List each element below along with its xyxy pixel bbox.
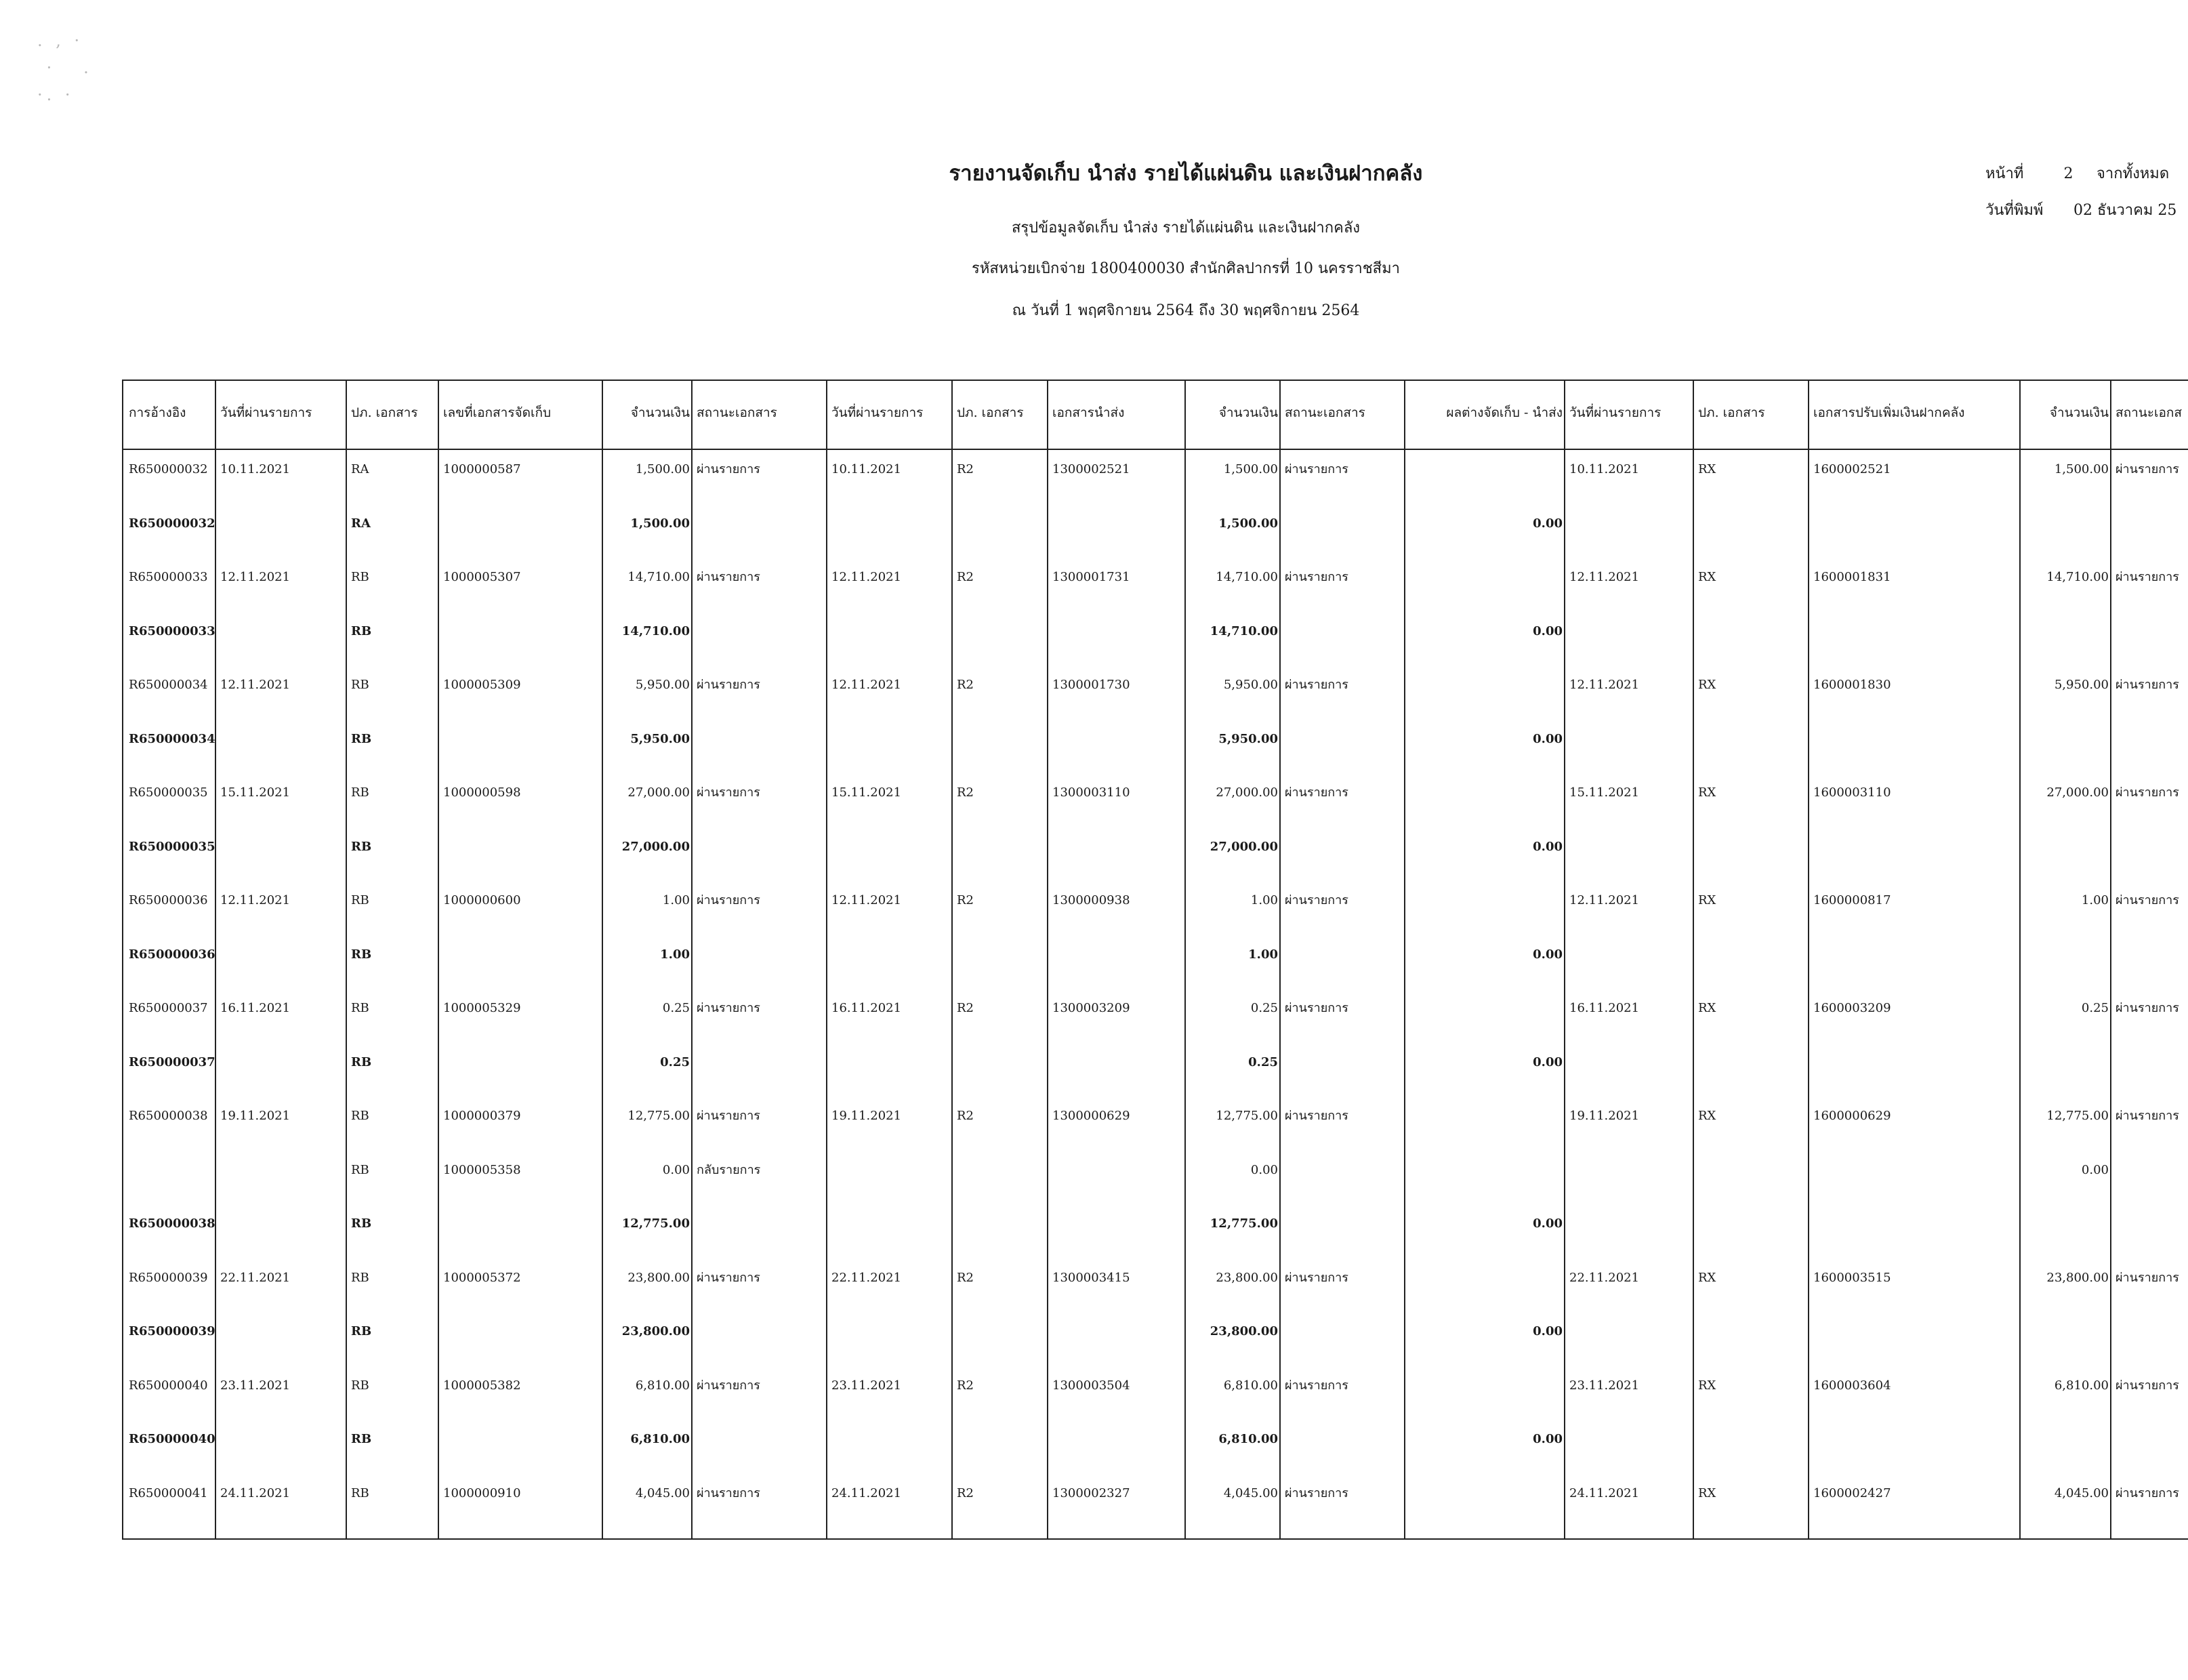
table-cell-date3: 10.11.2021 [1569, 462, 1640, 476]
table-cell-doc2: 1300003110 [1052, 785, 1130, 800]
table-cell-type3: RX [1698, 678, 1716, 692]
table-cell-status: ผ่านรายการ [697, 785, 760, 800]
table-cell-doc3: 1600003604 [1813, 1378, 1891, 1393]
column-header: ปภ. เอกสาร [957, 405, 1024, 420]
column-header: จำนวนเงิน [1218, 405, 1278, 420]
table-cell-status3: ผ่านรายการ [2115, 1001, 2179, 1015]
table-cell-ref: R650000041 [129, 1486, 208, 1500]
table-cell-date2: 22.11.2021 [831, 1270, 902, 1285]
table-cell-status2: ผ่านรายการ [1285, 1109, 1348, 1123]
report-table [122, 380, 2188, 1540]
table-cell-date3: 24.11.2021 [1569, 1486, 1640, 1500]
page-number-info [1985, 161, 2188, 185]
table-cell-amount3: 1.00 [2081, 893, 2109, 907]
table-cell-date3: 12.11.2021 [1569, 893, 1640, 907]
table-cell-type: RB [351, 785, 369, 800]
table-cell-type3: RX [1698, 570, 1716, 584]
table-cell-diff: 0.00 [1533, 947, 1563, 962]
table-cell-type: RB [351, 839, 372, 854]
table-cell-date3: 22.11.2021 [1569, 1270, 1640, 1285]
table-cell-ref: R650000032 [129, 516, 215, 531]
table-cell-type2: R2 [957, 462, 974, 476]
table-cell-doc2: 1300001731 [1052, 570, 1130, 584]
table-cell-type: RA [351, 516, 371, 531]
table-cell-type2: R2 [957, 570, 974, 584]
table-cell-doc: 1000000587 [443, 462, 521, 476]
column-header: สถานะเอกสาร [697, 405, 777, 420]
table-cell-date3: 12.11.2021 [1569, 678, 1640, 692]
table-cell-status: ผ่านรายการ [697, 1001, 760, 1015]
table-cell-doc3: 1600001830 [1813, 678, 1891, 692]
table-cell-date2: 24.11.2021 [831, 1486, 902, 1500]
table-cell-date2: 12.11.2021 [831, 893, 902, 907]
table-cell-amount: 1.00 [662, 893, 690, 907]
table-cell-status3: ผ่านรายการ [2115, 1486, 2179, 1500]
table-cell-ref: R650000037 [129, 1001, 208, 1015]
table-cell-amount3: 0.00 [2081, 1162, 2109, 1177]
table-cell-type2: R2 [957, 1486, 974, 1500]
table-cell-type2: R2 [957, 678, 974, 692]
table-cell-doc3: 1600000817 [1813, 893, 1891, 907]
table-cell-date2: 15.11.2021 [831, 785, 902, 800]
table-cell-amount2: 23,800.00 [1216, 1270, 1278, 1285]
table-cell-status: ผ่านรายการ [697, 1109, 760, 1123]
table-cell-amount: 12,775.00 [627, 1109, 690, 1123]
table-cell-amount: 1,500.00 [635, 462, 690, 476]
table-cell-doc2: 1300003504 [1052, 1378, 1130, 1393]
table-cell-type3: RX [1698, 1270, 1716, 1285]
table-cell-status: ผ่านรายการ [697, 462, 760, 476]
column-header: จำนวนเงิน [630, 405, 690, 420]
table-cell-type2: R2 [957, 1109, 974, 1123]
table-cell-doc2: 1300000938 [1052, 893, 1130, 907]
table-cell-status: ผ่านรายการ [697, 1270, 760, 1285]
column-divider [1047, 381, 1048, 1538]
table-cell-status3: ผ่านรายการ [2115, 785, 2179, 800]
table-cell-amount3: 0.25 [2081, 1001, 2109, 1015]
table-cell-ref: R650000038 [129, 1109, 208, 1123]
table-cell-date: 15.11.2021 [220, 785, 291, 800]
column-divider [691, 381, 693, 1538]
table-cell-doc3: 1600002427 [1813, 1486, 1891, 1500]
table-cell-doc2: 1300002327 [1052, 1486, 1130, 1500]
table-cell-type: RB [351, 678, 369, 692]
table-cell-amount: 4,045.00 [635, 1486, 690, 1500]
table-cell-status: ผ่านรายการ [697, 1378, 760, 1393]
table-cell-type2: R2 [957, 785, 974, 800]
table-cell-amount3: 12,775.00 [2046, 1109, 2109, 1123]
table-cell-doc3: 1600000629 [1813, 1109, 1891, 1123]
table-cell-amount2: 0.25 [1250, 1001, 1278, 1015]
table-cell-doc: 1000000600 [443, 893, 521, 907]
table-cell-type: RA [351, 462, 369, 476]
table-cell-status2: ผ่านรายการ [1285, 1378, 1348, 1393]
table-cell-type3: RX [1698, 462, 1716, 476]
table-cell-amount2: 0.00 [1250, 1162, 1278, 1177]
table-cell-amount2: 1.00 [1250, 893, 1278, 907]
table-cell-amount2: 14,710.00 [1210, 623, 1278, 638]
column-divider [1279, 381, 1281, 1538]
table-cell-amount2: 1,500.00 [1218, 516, 1278, 531]
table-cell-type: RB [351, 1324, 372, 1338]
table-cell-date3: 23.11.2021 [1569, 1378, 1640, 1393]
table-cell-date: 12.11.2021 [220, 893, 291, 907]
table-cell-amount2: 6,810.00 [1218, 1432, 1278, 1446]
table-cell-amount2: 6,810.00 [1223, 1378, 1278, 1393]
table-cell-date: 12.11.2021 [220, 678, 291, 692]
table-cell-date: 19.11.2021 [220, 1109, 291, 1123]
table-cell-amount: 27,000.00 [621, 839, 690, 854]
table-cell-diff: 0.00 [1533, 731, 1563, 746]
table-cell-type: RB [351, 1162, 369, 1177]
table-cell-status3: ผ่านรายการ [2115, 1109, 2179, 1123]
table-cell-doc: 1000000598 [443, 785, 521, 800]
table-cell-amount2: 1.00 [1248, 947, 1278, 962]
table-cell-status2: ผ่านรายการ [1285, 785, 1348, 800]
table-cell-type2: R2 [957, 1378, 974, 1393]
table-cell-amount3: 1,500.00 [2054, 462, 2109, 476]
table-cell-status2: ผ่านรายการ [1285, 462, 1348, 476]
table-cell-amount3: 6,810.00 [2054, 1378, 2109, 1393]
column-header: เอกสารปรับเพิ่มเงินฝากคลัง [1813, 405, 1965, 420]
table-cell-date2: 19.11.2021 [831, 1109, 902, 1123]
table-cell-type: RB [351, 731, 372, 746]
column-header: ผลต่างจัดเก็บ - นำส่ง [1446, 405, 1563, 420]
table-cell-amount: 12,775.00 [621, 1216, 690, 1231]
table-cell-date2: 16.11.2021 [831, 1001, 902, 1015]
table-cell-doc3: 1600003209 [1813, 1001, 1891, 1015]
table-cell-doc3: 1600001831 [1813, 570, 1891, 584]
table-cell-type: RB [351, 1270, 369, 1285]
table-cell-ref: R650000032 [129, 462, 208, 476]
page-number: 2 [2063, 165, 2073, 182]
table-cell-status: ผ่านรายการ [697, 678, 760, 692]
table-cell-doc3: 1600003110 [1813, 785, 1891, 800]
table-cell-amount: 0.25 [660, 1054, 690, 1069]
table-cell-date: 12.11.2021 [220, 570, 291, 584]
table-cell-amount3: 23,800.00 [2046, 1270, 2109, 1285]
table-cell-ref: R650000040 [129, 1432, 215, 1446]
table-cell-ref: R650000034 [129, 731, 215, 746]
table-cell-status3: ผ่านรายการ [2115, 893, 2179, 907]
column-divider [1184, 381, 1186, 1538]
table-cell-ref: R650000039 [129, 1270, 208, 1285]
table-cell-amount2: 12,775.00 [1216, 1109, 1278, 1123]
table-cell-amount2: 0.25 [1248, 1054, 1278, 1069]
table-cell-date2: 10.11.2021 [831, 462, 902, 476]
table-cell-status3: ผ่านรายการ [2115, 678, 2179, 692]
table-cell-type: RB [351, 893, 369, 907]
table-cell-doc: 1000005358 [443, 1162, 521, 1177]
column-divider [951, 381, 953, 1538]
table-cell-diff: 0.00 [1533, 623, 1563, 638]
table-cell-ref: R650000038 [129, 1216, 215, 1231]
table-cell-diff: 0.00 [1533, 839, 1563, 854]
table-cell-status: ผ่านรายการ [697, 570, 760, 584]
table-cell-doc2: 1300003209 [1052, 1001, 1130, 1015]
column-header: วันที่ผ่านรายการ [220, 405, 312, 420]
report-unit-code: รหัสหน่วยเบิกจ่าย 1800400030 สำนักศิลปากรที่ 10 นครราชสีมา [972, 260, 1400, 277]
table-cell-doc3: 1600002521 [1813, 462, 1891, 476]
table-cell-ref: R650000033 [129, 570, 208, 584]
table-cell-type3: RX [1698, 1486, 1716, 1500]
table-cell-amount: 1,500.00 [630, 516, 690, 531]
table-cell-status3: ผ่านรายการ [2115, 462, 2179, 476]
table-cell-amount2: 27,000.00 [1210, 839, 1278, 854]
column-divider [1693, 381, 1694, 1538]
table-cell-ref: R650000036 [129, 893, 208, 907]
column-divider [1564, 381, 1565, 1538]
column-header: เลขที่เอกสารจัดเก็บ [443, 405, 552, 420]
column-header: สถานะเอกสาร [1285, 405, 1365, 420]
column-header: จำนวนเงิน [2049, 405, 2109, 420]
table-cell-type: RB [351, 1054, 372, 1069]
table-cell-status2: ผ่านรายการ [1285, 678, 1348, 692]
table-cell-type: RB [351, 947, 372, 962]
table-cell-doc: 1000000910 [443, 1486, 521, 1500]
table-cell-diff: 0.00 [1533, 1432, 1563, 1446]
table-cell-doc: 1000000379 [443, 1109, 521, 1123]
table-cell-doc2: 1300001730 [1052, 678, 1130, 692]
table-cell-status2: ผ่านรายการ [1285, 1270, 1348, 1285]
table-cell-amount2: 5,950.00 [1218, 731, 1278, 746]
table-cell-doc: 1000005309 [443, 678, 521, 692]
table-cell-amount2: 5,950.00 [1223, 678, 1278, 692]
scan-artifact: . , · · . ·. · [37, 31, 93, 104]
table-cell-type2: R2 [957, 1270, 974, 1285]
report-date-range: ณ วันที่ 1 พฤศจิกายน 2564 ถึง 30 พฤศจิกายน 2564 [1012, 302, 1360, 319]
table-cell-type: RB [351, 1109, 369, 1123]
table-cell-type: RB [351, 1378, 369, 1393]
table-cell-date2: 23.11.2021 [831, 1378, 902, 1393]
table-cell-type: RB [351, 1001, 369, 1015]
column-divider [602, 381, 603, 1538]
column-header: สถานะเอกส [2115, 405, 2182, 420]
table-cell-date2: 12.11.2021 [831, 570, 902, 584]
table-cell-date3: 15.11.2021 [1569, 785, 1640, 800]
table-cell-type3: RX [1698, 1109, 1716, 1123]
table-cell-amount3: 5,950.00 [2054, 678, 2109, 692]
table-cell-amount: 5,950.00 [635, 678, 690, 692]
table-cell-type: RB [351, 623, 372, 638]
table-cell-amount: 27,000.00 [627, 785, 690, 800]
table-cell-type: RB [351, 1432, 372, 1446]
table-cell-diff: 0.00 [1533, 516, 1563, 531]
table-cell-status2: ผ่านรายการ [1285, 1001, 1348, 1015]
page-total-label: จากทั้งหมด [2097, 165, 2170, 182]
column-divider [438, 381, 439, 1538]
table-cell-type: RB [351, 570, 369, 584]
table-cell-amount: 6,810.00 [635, 1378, 690, 1393]
table-cell-ref: R650000035 [129, 785, 208, 800]
column-header: การอ้างอิง [129, 405, 186, 420]
column-divider [2110, 381, 2111, 1538]
table-cell-ref: R650000040 [129, 1378, 208, 1393]
table-cell-amount: 5,950.00 [630, 731, 690, 746]
table-cell-ref: R650000039 [129, 1324, 215, 1338]
column-divider [346, 381, 347, 1538]
table-cell-doc2: 1300003415 [1052, 1270, 1130, 1285]
table-cell-date3: 12.11.2021 [1569, 570, 1640, 584]
column-header: ปภ. เอกสาร [1698, 405, 1765, 420]
column-divider [1404, 381, 1405, 1538]
table-cell-doc: 1000005382 [443, 1378, 521, 1393]
table-cell-status2: ผ่านรายการ [1285, 570, 1348, 584]
table-cell-ref: R650000033 [129, 623, 215, 638]
table-cell-amount: 6,810.00 [630, 1432, 690, 1446]
page-label: หน้าที่ [1985, 165, 2024, 182]
table-cell-date: 24.11.2021 [220, 1486, 291, 1500]
table-cell-amount2: 4,045.00 [1223, 1486, 1278, 1500]
table-cell-diff: 0.00 [1533, 1054, 1563, 1069]
table-cell-type2: R2 [957, 1001, 974, 1015]
print-date-label: วันที่พิมพ์ [1985, 202, 2044, 219]
table-cell-type3: RX [1698, 785, 1716, 800]
report-title: รายงานจัดเก็บ นำส่ง รายได้แผ่นดิน และเงินฝากคลัง [949, 161, 1423, 186]
table-cell-date3: 16.11.2021 [1569, 1001, 1640, 1015]
table-cell-type3: RX [1698, 1001, 1716, 1015]
table-cell-type3: RX [1698, 1378, 1716, 1393]
table-cell-ref: R650000035 [129, 839, 215, 854]
table-cell-status2: ผ่านรายการ [1285, 1486, 1348, 1500]
table-cell-date: 23.11.2021 [220, 1378, 291, 1393]
column-header: วันที่ผ่านรายการ [1569, 405, 1661, 420]
column-header: วันที่ผ่านรายการ [831, 405, 924, 420]
table-cell-date: 22.11.2021 [220, 1270, 291, 1285]
column-header: ปภ. เอกสาร [351, 405, 418, 420]
table-cell-status: กลับรายการ [697, 1162, 761, 1177]
column-divider [826, 381, 827, 1538]
table-cell-diff: 0.00 [1533, 1216, 1563, 1231]
table-cell-amount: 14,710.00 [627, 570, 690, 584]
table-cell-amount2: 27,000.00 [1216, 785, 1278, 800]
report-subtitle: สรุปข้อมูลจัดเก็บ นำส่ง รายได้แผ่นดิน และเงินฝากคลัง [1011, 220, 1361, 237]
table-cell-amount: 0.25 [662, 1001, 690, 1015]
table-cell-status3: ผ่านรายการ [2115, 1378, 2179, 1393]
table-cell-amount: 23,800.00 [627, 1270, 690, 1285]
column-divider [2019, 381, 2021, 1538]
table-cell-amount3: 27,000.00 [2046, 785, 2109, 800]
table-cell-status3: ผ่านรายการ [2115, 570, 2179, 584]
table-cell-type: RB [351, 1486, 369, 1500]
column-divider [1808, 381, 1809, 1538]
table-cell-amount2: 1,500.00 [1223, 462, 1278, 476]
table-cell-amount3: 14,710.00 [2046, 570, 2109, 584]
table-cell-doc2: 1300000629 [1052, 1109, 1130, 1123]
table-cell-amount: 1.00 [660, 947, 690, 962]
table-cell-ref: R650000037 [129, 1054, 215, 1069]
header-divider [123, 449, 2188, 450]
table-cell-date: 10.11.2021 [220, 462, 291, 476]
table-cell-amount2: 14,710.00 [1216, 570, 1278, 584]
table-cell-doc: 1000005329 [443, 1001, 521, 1015]
table-cell-amount2: 12,775.00 [1210, 1216, 1278, 1231]
table-cell-date3: 19.11.2021 [1569, 1109, 1640, 1123]
table-cell-status: ผ่านรายการ [697, 893, 760, 907]
table-cell-doc: 1000005307 [443, 570, 521, 584]
table-cell-amount: 23,800.00 [621, 1324, 690, 1338]
table-cell-ref: R650000034 [129, 678, 208, 692]
table-cell-amount: 14,710.00 [621, 623, 690, 638]
table-cell-status2: ผ่านรายการ [1285, 893, 1348, 907]
table-cell-type: RB [351, 1216, 372, 1231]
column-header: เอกสารนำส่ง [1052, 405, 1125, 420]
table-cell-type2: R2 [957, 893, 974, 907]
table-cell-status: ผ่านรายการ [697, 1486, 760, 1500]
table-cell-date2: 12.11.2021 [831, 678, 902, 692]
table-cell-status3: ผ่านรายการ [2115, 1270, 2179, 1285]
table-cell-doc2: 1300002521 [1052, 462, 1130, 476]
table-cell-doc: 1000005372 [443, 1270, 521, 1285]
table-cell-doc3: 1600003515 [1813, 1270, 1891, 1285]
print-date: 02 ธันวาคม 25 [2073, 202, 2177, 219]
table-cell-diff: 0.00 [1533, 1324, 1563, 1338]
table-cell-type3: RX [1698, 893, 1716, 907]
table-cell-amount3: 4,045.00 [2054, 1486, 2109, 1500]
print-date-info [1985, 198, 2188, 222]
table-cell-ref: R650000036 [129, 947, 215, 962]
table-cell-amount: 0.00 [662, 1162, 690, 1177]
table-cell-date: 16.11.2021 [220, 1001, 291, 1015]
table-cell-amount2: 23,800.00 [1210, 1324, 1278, 1338]
